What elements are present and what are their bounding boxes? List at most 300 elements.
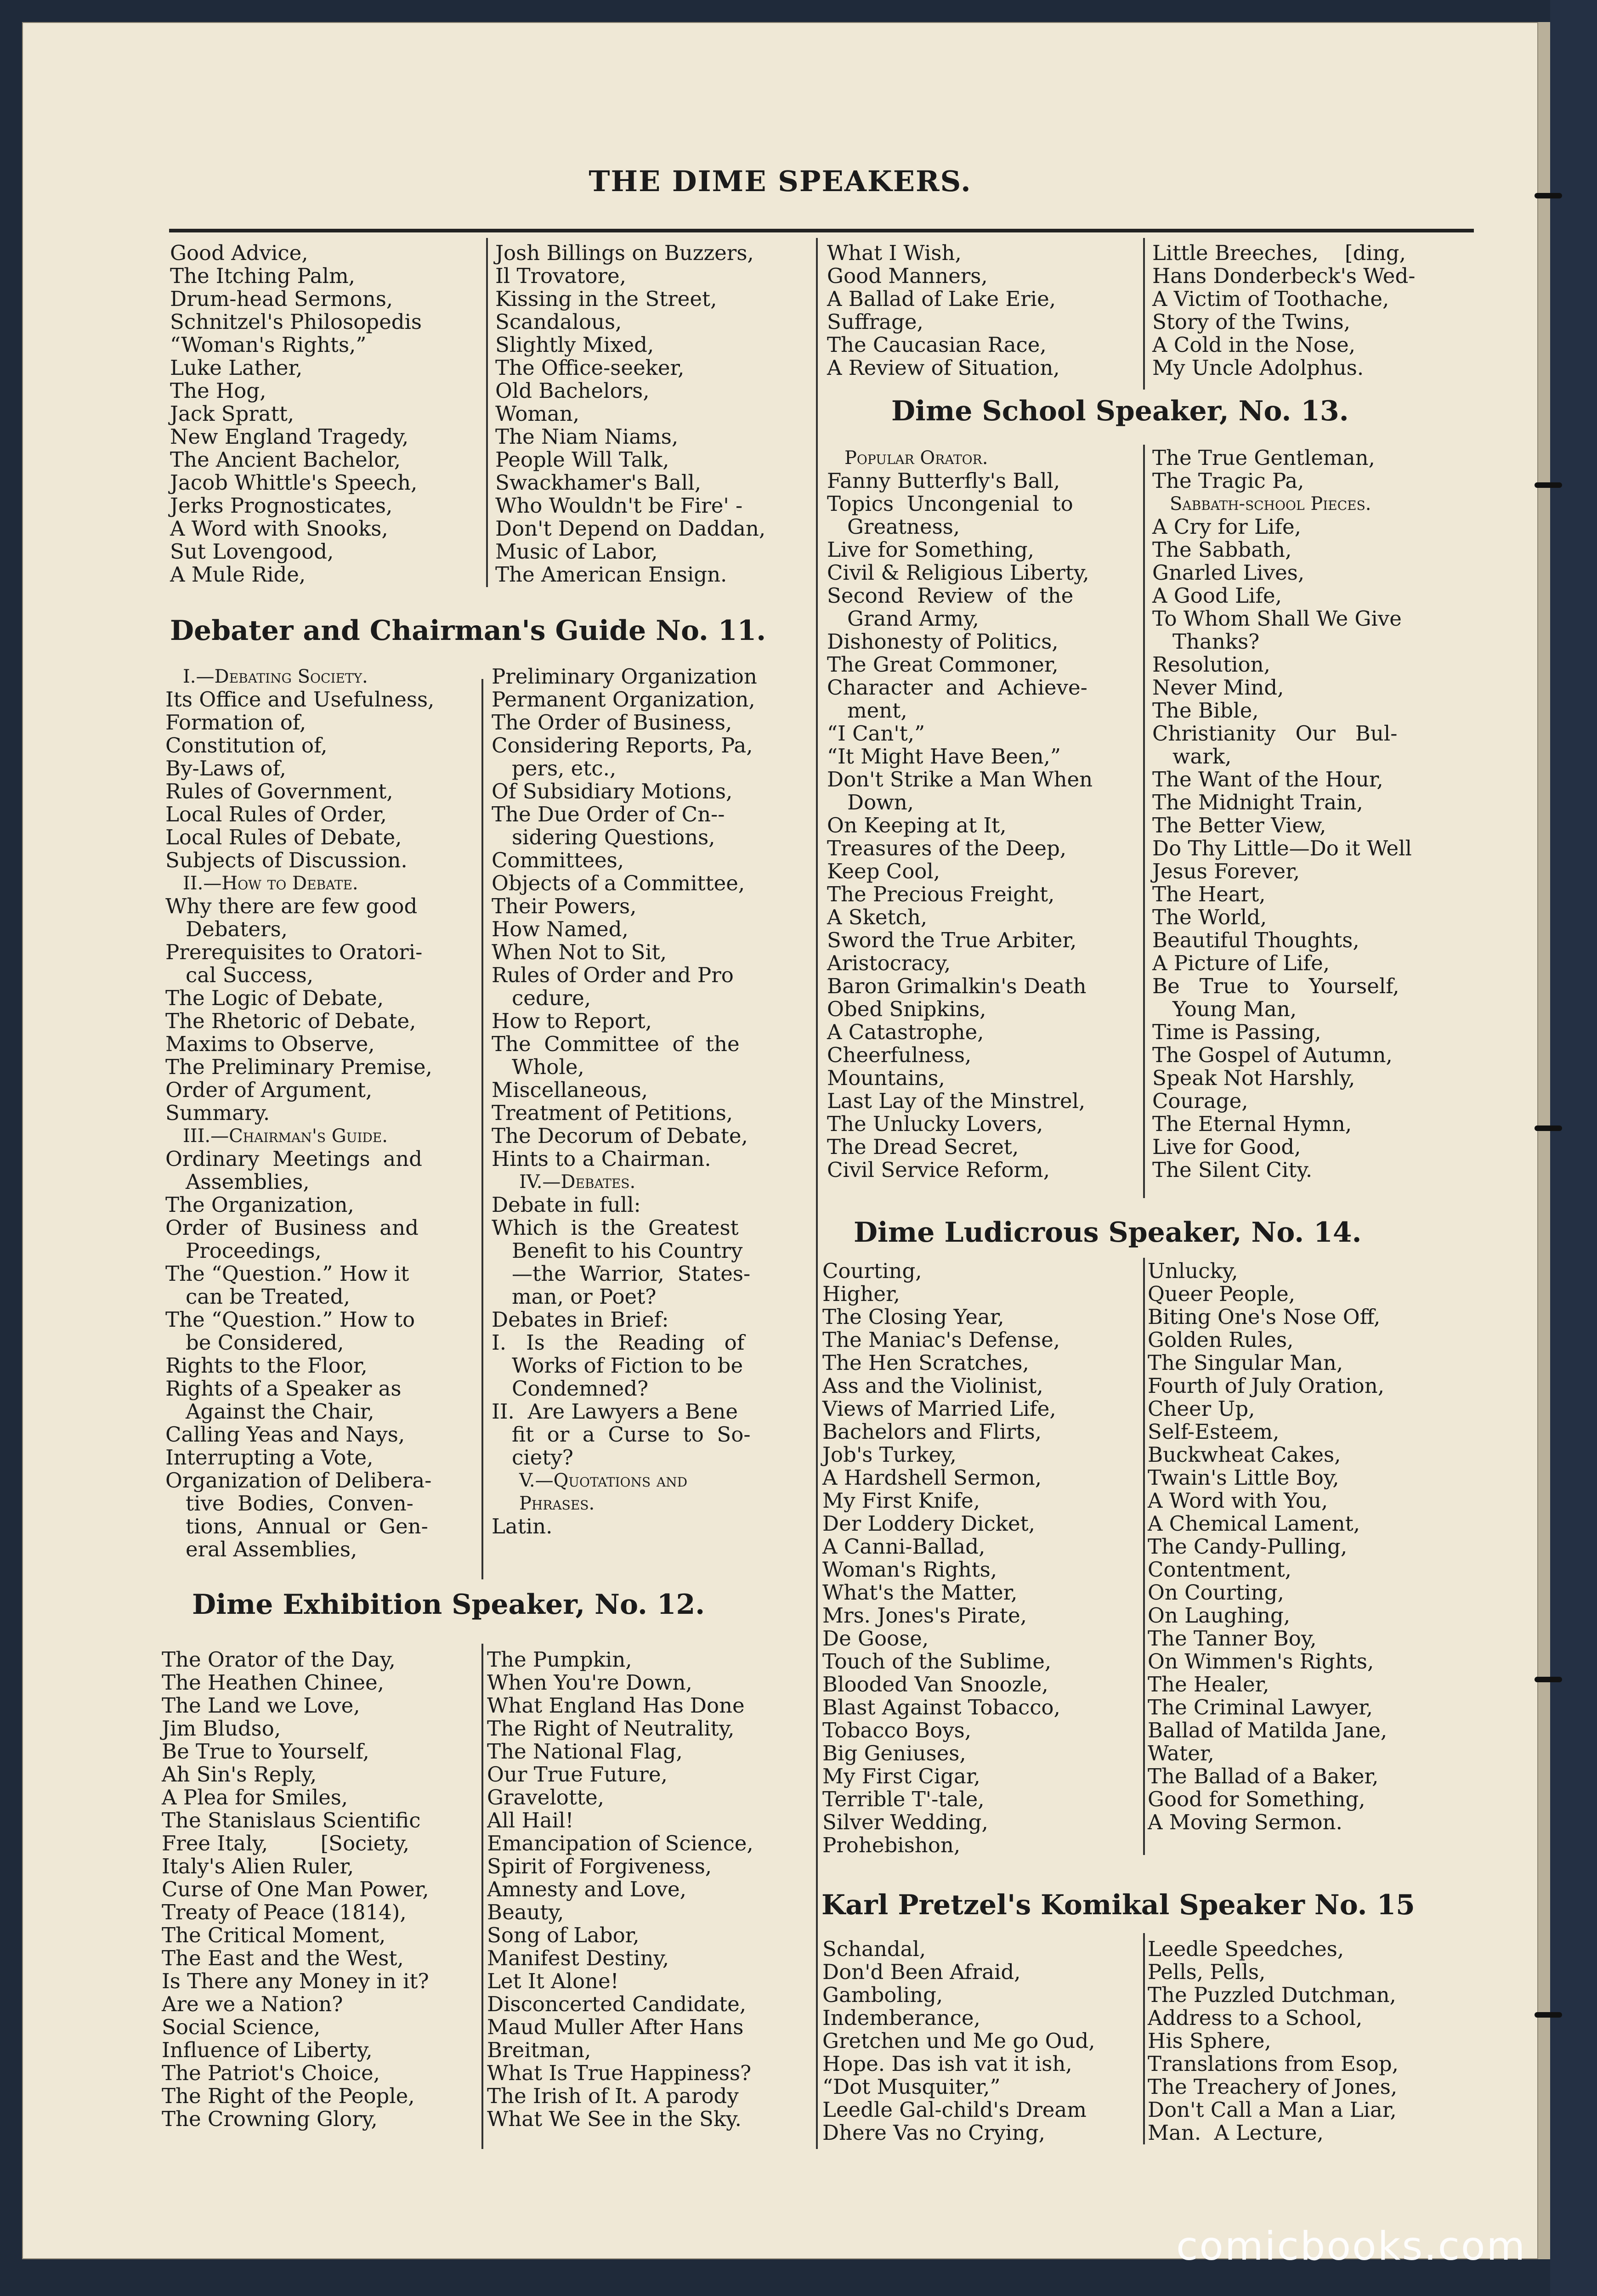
binding-stitch bbox=[1535, 1677, 1562, 1682]
list-item: Debaters, bbox=[186, 917, 288, 941]
list-item: New England Tragedy, bbox=[170, 424, 409, 449]
list-item: Ballad of Matilda Jane, bbox=[1148, 1718, 1387, 1742]
list-item: The Office-seeker, bbox=[495, 356, 685, 380]
list-item: Views of Married Life, bbox=[822, 1397, 1056, 1421]
column-divider bbox=[1143, 238, 1145, 390]
list-item: Order of Business and bbox=[165, 1216, 419, 1240]
list-column bbox=[492, 665, 757, 1538]
list-item: “It Might Have Been,” bbox=[827, 744, 1061, 769]
list-item: Gnarled Lives, bbox=[1152, 560, 1305, 585]
list-item: A Cry for Life, bbox=[1152, 515, 1301, 539]
list-column bbox=[822, 1938, 1095, 2144]
list-item: Fanny Butterfly's Ball, bbox=[827, 469, 1060, 493]
list-item: The Heart, bbox=[1152, 882, 1266, 906]
list-column bbox=[827, 242, 1060, 379]
list-item: Rules of Government, bbox=[165, 779, 393, 803]
list-item: The Gospel of Autumn, bbox=[1152, 1043, 1393, 1067]
list-item: Proceedings, bbox=[186, 1238, 322, 1263]
list-item: The Right of Neutrality, bbox=[487, 1716, 735, 1741]
list-item: The Stanislaus Scientific bbox=[162, 1808, 421, 1832]
list-item: On Courting, bbox=[1148, 1580, 1284, 1605]
list-item: How to Report, bbox=[492, 1009, 652, 1033]
list-item: Beauty, bbox=[487, 1900, 564, 1924]
list-item: Objects of a Committee, bbox=[492, 871, 745, 895]
list-item: Rules of Order and Pro bbox=[492, 963, 734, 987]
list-item: The Unlucky Lovers, bbox=[827, 1112, 1043, 1136]
list-item: Contentment, bbox=[1148, 1557, 1291, 1582]
list-item: A Review of Situation, bbox=[827, 356, 1060, 380]
list-item: Woman, bbox=[495, 402, 580, 426]
list-item: A Sketch, bbox=[827, 905, 928, 929]
list-item: Translations from Esop, bbox=[1148, 2052, 1399, 2076]
list-item: Courage, bbox=[1152, 1089, 1248, 1113]
list-item: Courting, bbox=[822, 1259, 922, 1283]
list-item: To Whom Shall We Give bbox=[1152, 606, 1402, 631]
list-item: Hans Donderbeck's Wed- bbox=[1152, 264, 1416, 288]
list-item: The “Question.” How it bbox=[165, 1261, 409, 1286]
column-divider bbox=[1143, 445, 1145, 1198]
column-divider bbox=[486, 238, 488, 587]
list-item: The Decorum of Debate, bbox=[492, 1124, 748, 1148]
section-heading: Dime Exhibition Speaker, No. 12. bbox=[192, 1589, 705, 1621]
list-item: Slightly Mixed, bbox=[495, 333, 654, 357]
list-item: Obed Snipkins, bbox=[827, 997, 986, 1021]
list-column bbox=[822, 1260, 1060, 1857]
list-item: The Itching Palm, bbox=[170, 264, 355, 288]
list-item: Time is Passing, bbox=[1152, 1020, 1321, 1044]
list-item: Prerequisites to Oratori- bbox=[165, 940, 423, 964]
list-item: The Candy-Pulling, bbox=[1148, 1534, 1348, 1559]
list-item: The Heathen Chinee, bbox=[162, 1670, 384, 1695]
list-item: The Orator of the Day, bbox=[162, 1647, 396, 1672]
list-item: The Singular Man, bbox=[1148, 1351, 1343, 1375]
list-item: The Healer, bbox=[1148, 1672, 1269, 1697]
list-item: Queer People, bbox=[1148, 1282, 1296, 1306]
column-divider bbox=[1143, 1258, 1145, 1855]
list-item: Drum-head Sermons, bbox=[170, 287, 393, 311]
list-item: The Tragic Pa, bbox=[1152, 469, 1304, 493]
list-item: Calling Yeas and Nays, bbox=[165, 1422, 405, 1447]
list-item: Der Loddery Dicket, bbox=[822, 1511, 1035, 1536]
list-item: Jesus Forever, bbox=[1152, 859, 1300, 883]
watermark-text: comicbooks.com bbox=[1176, 2223, 1527, 2269]
list-item: Its Office and Usefulness, bbox=[165, 687, 435, 712]
list-item: Don'd Been Afraid, bbox=[822, 1960, 1021, 1984]
list-item: Hope. Das ish vat it ish, bbox=[822, 2052, 1072, 2076]
list-item: Twain's Little Boy, bbox=[1148, 1465, 1339, 1490]
list-item: Italy's Alien Ruler, bbox=[162, 1854, 354, 1878]
list-item: Terrible T'-tale, bbox=[822, 1787, 985, 1811]
list-item: Greatness, bbox=[847, 515, 960, 539]
list-item: ment, bbox=[847, 698, 907, 723]
list-item: Their Powers, bbox=[492, 894, 637, 918]
list-item: Who Wouldn't be Fire' - bbox=[495, 493, 743, 518]
list-item: II. Are Lawyers a Bene bbox=[492, 1399, 738, 1424]
list-item: Sut Lovengood, bbox=[170, 539, 334, 564]
list-item: Popular Orator. bbox=[844, 447, 988, 469]
list-item: Hints to a Chairman. bbox=[492, 1147, 711, 1171]
list-item: III.—Chairman's Guide. bbox=[183, 1125, 388, 1147]
list-item: Is There any Money in it? bbox=[162, 1969, 429, 1993]
list-item: Summary. bbox=[165, 1101, 270, 1125]
list-item: A Mule Ride, bbox=[170, 562, 306, 587]
list-item: be Considered, bbox=[186, 1330, 344, 1355]
list-item: The Hog, bbox=[170, 379, 266, 403]
list-item: pers, etc., bbox=[512, 756, 617, 780]
list-item: A Victim of Toothache, bbox=[1152, 287, 1389, 311]
list-item: II.—How to Debate. bbox=[183, 873, 358, 894]
list-item: Self-Esteem, bbox=[1148, 1419, 1280, 1444]
list-item: Jack Spratt, bbox=[170, 402, 294, 426]
list-item: cedure, bbox=[512, 986, 591, 1010]
list-item: Civil Service Reform, bbox=[827, 1158, 1050, 1182]
list-item: My Uncle Adolphus. bbox=[1152, 356, 1364, 380]
list-item: His Sphere, bbox=[1148, 2029, 1271, 2053]
list-item: Works of Fiction to be bbox=[512, 1353, 743, 1378]
list-item: Treatment of Petitions, bbox=[492, 1101, 733, 1125]
list-column bbox=[1148, 1260, 1387, 1834]
page-edge bbox=[1550, 0, 1597, 2296]
list-item: Miscellaneous, bbox=[492, 1078, 648, 1102]
list-item: What Is True Happiness? bbox=[487, 2061, 752, 2085]
page-title: THE DIME SPEAKERS. bbox=[589, 164, 972, 198]
list-item: Interrupting a Vote, bbox=[165, 1445, 374, 1470]
list-item: Don't Call a Man a Liar, bbox=[1148, 2098, 1397, 2122]
list-item: Good Advice, bbox=[170, 241, 308, 265]
list-item: Preliminary Organization bbox=[492, 664, 757, 689]
list-item: Down, bbox=[847, 790, 914, 814]
list-item: Sabbath-school Pieces. bbox=[1170, 493, 1371, 515]
list-item: All Hail! bbox=[487, 1808, 574, 1832]
list-item: Why there are few good bbox=[165, 894, 418, 918]
list-item: My First Cigar, bbox=[822, 1764, 980, 1788]
list-item: The Caucasian Race, bbox=[827, 333, 1047, 357]
list-item: Resolution, bbox=[1152, 652, 1270, 677]
list-item: The Midnight Train, bbox=[1152, 790, 1363, 814]
list-item: The Maniac's Defense, bbox=[822, 1328, 1060, 1352]
list-item: V.—Quotations and bbox=[519, 1470, 688, 1491]
list-item: Ordinary Meetings and bbox=[165, 1147, 422, 1171]
list-item: Breitman, bbox=[487, 2038, 591, 2062]
list-item: Character and Achieve- bbox=[827, 675, 1087, 700]
list-item: The Sabbath, bbox=[1152, 537, 1292, 562]
list-item: Tobacco Boys, bbox=[822, 1718, 972, 1742]
list-item: Indemberance, bbox=[822, 2006, 980, 2030]
list-item: The American Ensign. bbox=[495, 562, 727, 587]
list-item: The Patriot's Choice, bbox=[162, 2061, 380, 2085]
list-item: The True Gentleman, bbox=[1152, 446, 1375, 470]
list-item: Never Mind, bbox=[1152, 675, 1284, 700]
list-item: Disconcerted Candidate, bbox=[487, 1992, 747, 2016]
list-item: Are we a Nation? bbox=[162, 1992, 343, 2016]
list-item: The Committee of the bbox=[492, 1032, 740, 1056]
list-item: The Silent City. bbox=[1152, 1158, 1313, 1182]
list-item: Water, bbox=[1148, 1741, 1214, 1765]
list-item: Jacob Whittle's Speech, bbox=[170, 470, 418, 495]
list-item: Amnesty and Love, bbox=[487, 1877, 686, 1901]
list-item: Ah Sin's Reply, bbox=[162, 1762, 317, 1787]
list-item: “Woman's Rights,” bbox=[170, 333, 367, 357]
list-item: The Criminal Lawyer, bbox=[1148, 1695, 1373, 1719]
list-item: Leedle Gal-child's Dream bbox=[822, 2098, 1087, 2122]
list-item: The Order of Business, bbox=[492, 710, 732, 735]
list-item: The Great Commoner, bbox=[827, 652, 1059, 677]
list-item: Phrases. bbox=[519, 1493, 595, 1514]
list-item: The Rhetoric of Debate, bbox=[165, 1009, 416, 1033]
list-item: Free Italy, [Society, bbox=[162, 1831, 410, 1855]
list-item: Gamboling, bbox=[822, 1983, 943, 2007]
list-column bbox=[1152, 447, 1412, 1182]
list-item: Formation of, bbox=[165, 710, 306, 735]
list-item: Be True to Yourself, bbox=[1152, 974, 1399, 998]
list-item: Blast Against Tobacco, bbox=[822, 1695, 1060, 1719]
list-item: De Goose, bbox=[822, 1626, 929, 1651]
list-item: Dishonesty of Politics, bbox=[827, 629, 1059, 654]
list-item: A Plea for Smiles, bbox=[162, 1785, 348, 1810]
list-item: Keep Cool, bbox=[827, 859, 940, 883]
list-item: The Land we Love, bbox=[162, 1693, 360, 1718]
list-item: Live for Good, bbox=[1152, 1135, 1301, 1159]
list-item: Silver Wedding, bbox=[822, 1810, 988, 1834]
list-item: My First Knife, bbox=[822, 1488, 980, 1513]
list-item: Don't Depend on Daddan, bbox=[495, 516, 766, 541]
list-item: Mrs. Jones's Pirate, bbox=[822, 1603, 1027, 1628]
list-item: Aristocracy, bbox=[827, 951, 951, 975]
list-item: On Wimmen's Rights, bbox=[1148, 1649, 1374, 1674]
list-item: Il Trovatore, bbox=[495, 264, 626, 288]
list-item: What I Wish, bbox=[827, 241, 962, 265]
list-item: Considering Reports, Pa, bbox=[492, 733, 753, 758]
list-item: Debates in Brief: bbox=[492, 1307, 669, 1332]
list-item: Benefit to his Country bbox=[512, 1238, 743, 1263]
list-item: On Laughing, bbox=[1148, 1603, 1291, 1628]
list-item: Treasures of the Deep, bbox=[827, 836, 1067, 860]
list-item: The Bible, bbox=[1152, 698, 1259, 723]
list-item: A Chemical Lament, bbox=[1148, 1511, 1360, 1536]
list-item: The Irish of It. A parody bbox=[487, 2084, 739, 2108]
list-item: A Catastrophe, bbox=[827, 1020, 984, 1044]
list-item: Our True Future, bbox=[487, 1762, 668, 1787]
list-item: The Hen Scratches, bbox=[822, 1351, 1029, 1375]
list-item: Beautiful Thoughts, bbox=[1152, 928, 1359, 952]
list-item: The Preliminary Premise, bbox=[165, 1055, 432, 1079]
list-item: The Logic of Debate, bbox=[165, 986, 384, 1010]
list-item: tions, Annual or Gen- bbox=[186, 1514, 428, 1538]
list-item: The “Question.” How to bbox=[165, 1307, 415, 1332]
list-item: A Canni-Ballad, bbox=[822, 1534, 985, 1559]
column-divider bbox=[481, 679, 483, 1579]
list-item: Influence of Liberty, bbox=[162, 2038, 373, 2062]
list-item: Of Subsidiary Motions, bbox=[492, 779, 733, 803]
list-item: Maud Muller After Hans bbox=[487, 2015, 744, 2039]
list-item: Civil & Religious Liberty, bbox=[827, 560, 1089, 585]
list-item: —the Warrior, States- bbox=[512, 1261, 751, 1286]
column-divider bbox=[1143, 1933, 1145, 2144]
list-item: Permanent Organization, bbox=[492, 687, 755, 712]
list-item: The Ancient Bachelor, bbox=[170, 447, 401, 472]
column-divider bbox=[481, 1644, 483, 2149]
list-item: The Pumpkin, bbox=[487, 1647, 632, 1672]
list-item: Latin. bbox=[492, 1514, 553, 1538]
list-item: Last Lay of the Minstrel, bbox=[827, 1089, 1086, 1113]
list-item: The Critical Moment, bbox=[162, 1923, 386, 1947]
list-item: The World, bbox=[1152, 905, 1267, 929]
list-item: Touch of the Sublime, bbox=[822, 1649, 1052, 1674]
list-item: Cheer Up, bbox=[1148, 1397, 1255, 1421]
list-item: Josh Billings on Buzzers, bbox=[495, 241, 754, 265]
list-item: Pells, Pells, bbox=[1148, 1960, 1266, 1984]
list-item: Order of Argument, bbox=[165, 1078, 373, 1102]
list-item: Organization of Delibera- bbox=[165, 1468, 432, 1493]
list-item: Song of Labor, bbox=[487, 1923, 640, 1947]
binding-stitch bbox=[1535, 193, 1562, 198]
list-item: Little Breeches, [ding, bbox=[1152, 241, 1406, 265]
list-item: wark, bbox=[1172, 744, 1232, 769]
list-item: Golden Rules, bbox=[1148, 1328, 1294, 1352]
document-page bbox=[22, 22, 1550, 2259]
list-item: Grand Army, bbox=[847, 606, 979, 631]
list-item: fit or a Curse to So- bbox=[512, 1422, 751, 1447]
list-item: Thanks? bbox=[1172, 629, 1260, 654]
list-item: Local Rules of Order, bbox=[165, 802, 387, 826]
list-item: The Organization, bbox=[165, 1193, 354, 1217]
list-item: Swackhamer's Ball, bbox=[495, 470, 702, 495]
list-item: Ass and the Violinist, bbox=[822, 1374, 1043, 1398]
list-item: A Picture of Life, bbox=[1152, 951, 1330, 975]
list-item: By-Laws of, bbox=[165, 756, 286, 780]
section-heading: Karl Pretzel's Komikal Speaker No. 15 bbox=[821, 1889, 1415, 1921]
list-item: Luke Lather, bbox=[170, 356, 303, 380]
list-item: Woman's Rights, bbox=[822, 1557, 997, 1582]
list-item: How Named, bbox=[492, 917, 629, 941]
list-item: The Eternal Hymn, bbox=[1152, 1112, 1352, 1136]
binding-stitch bbox=[1535, 1125, 1562, 1131]
list-item: People Will Talk, bbox=[495, 447, 669, 472]
list-item: Baron Grimalkin's Death bbox=[827, 974, 1087, 998]
list-item: Story of the Twins, bbox=[1152, 310, 1350, 334]
list-item: The Crowning Glory, bbox=[162, 2107, 378, 2131]
list-column bbox=[162, 1648, 429, 2131]
list-item: Maxims to Observe, bbox=[165, 1032, 375, 1056]
list-item: Whole, bbox=[512, 1055, 584, 1079]
list-item: Mountains, bbox=[827, 1066, 945, 1090]
list-item: Man. A Lecture, bbox=[1148, 2121, 1324, 2145]
list-item: The Treachery of Jones, bbox=[1148, 2075, 1398, 2099]
list-item: Gravelotte, bbox=[487, 1785, 604, 1810]
list-item: What We See in the Sky. bbox=[487, 2107, 742, 2131]
list-item: A Ballad of Lake Erie, bbox=[827, 287, 1056, 311]
list-item: Fourth of July Oration, bbox=[1148, 1374, 1384, 1398]
list-item: Condemned? bbox=[512, 1376, 649, 1401]
binding-stitch bbox=[1535, 2012, 1562, 2018]
list-item: Be True to Yourself, bbox=[162, 1739, 369, 1764]
list-item: The Tanner Boy, bbox=[1148, 1626, 1317, 1651]
list-item: The Puzzled Dutchman, bbox=[1148, 1983, 1396, 2007]
list-item: Topics Uncongenial to bbox=[827, 492, 1073, 516]
list-item: The National Flag, bbox=[487, 1739, 683, 1764]
list-item: sidering Questions, bbox=[512, 825, 715, 849]
list-column bbox=[1148, 1938, 1399, 2144]
section-heading: Debater and Chairman's Guide No. 11. bbox=[170, 615, 766, 647]
list-item: Job's Turkey, bbox=[822, 1442, 957, 1467]
list-item: On Keeping at It, bbox=[827, 813, 1007, 837]
list-item: Manifest Destiny, bbox=[487, 1946, 669, 1970]
list-item: The East and the West, bbox=[162, 1946, 404, 1970]
list-item: Assemblies, bbox=[186, 1170, 310, 1194]
list-item: Blooded Van Snoozle, bbox=[822, 1672, 1048, 1697]
list-item: The Better View, bbox=[1152, 813, 1326, 837]
list-item: I. Is the Reading of bbox=[492, 1330, 745, 1355]
list-item: man, or Poet? bbox=[512, 1284, 657, 1309]
section-heading: Dime Ludicrous Speaker, No. 14. bbox=[854, 1216, 1362, 1249]
list-item: Committees, bbox=[492, 848, 624, 872]
list-item: eral Assemblies, bbox=[186, 1537, 357, 1561]
binding-stitch bbox=[1535, 482, 1562, 488]
list-item: Unlucky, bbox=[1148, 1259, 1238, 1283]
list-item: Don't Strike a Man When bbox=[827, 767, 1093, 792]
list-item: Buckwheat Cakes, bbox=[1148, 1442, 1341, 1467]
list-item: Against the Chair, bbox=[186, 1399, 374, 1424]
list-item: Young Man, bbox=[1172, 997, 1297, 1021]
list-item: A Moving Sermon. bbox=[1148, 1810, 1342, 1834]
list-item: The Precious Freight, bbox=[827, 882, 1055, 906]
list-item: The Closing Year, bbox=[822, 1305, 1004, 1329]
list-item: Debate in full: bbox=[492, 1193, 641, 1217]
list-item: Address to a School, bbox=[1148, 2006, 1363, 2030]
list-item: Treaty of Peace (1814), bbox=[162, 1900, 407, 1924]
list-item: What England Has Done bbox=[487, 1693, 745, 1718]
list-item: The Dread Secret, bbox=[827, 1135, 1019, 1159]
list-item: A Word with You, bbox=[1148, 1488, 1328, 1513]
list-item: The Due Order of Cn-- bbox=[492, 802, 725, 826]
list-item: Schandal, bbox=[822, 1937, 926, 1961]
list-item: Good Manners, bbox=[827, 264, 988, 288]
list-item: Rights of a Speaker as bbox=[165, 1376, 402, 1401]
list-column bbox=[827, 447, 1093, 1182]
list-item: The Want of the Hour, bbox=[1152, 767, 1383, 792]
list-column bbox=[165, 665, 434, 1561]
list-item: Emancipation of Science, bbox=[487, 1831, 753, 1855]
list-item: Schnitzel's Philosopedis bbox=[170, 310, 422, 334]
list-item: “I Can't,” bbox=[827, 721, 925, 746]
list-item: Good for Something, bbox=[1148, 1787, 1365, 1811]
list-item: Gretchen und Me go Oud, bbox=[822, 2029, 1095, 2053]
list-item: When You're Down, bbox=[487, 1670, 692, 1695]
header-rule bbox=[169, 229, 1474, 232]
list-item: Sword the True Arbiter, bbox=[827, 928, 1077, 952]
list-column bbox=[1152, 242, 1415, 379]
list-item: Jim Bludso, bbox=[162, 1716, 281, 1741]
list-item: Local Rules of Debate, bbox=[165, 825, 402, 849]
list-item: A Cold in the Nose, bbox=[1152, 333, 1356, 357]
list-item: Social Science, bbox=[162, 2015, 321, 2039]
list-item: Cheerfulness, bbox=[827, 1043, 972, 1067]
list-item: Biting One's Nose Off, bbox=[1148, 1305, 1381, 1329]
list-item: Suffrage, bbox=[827, 310, 923, 334]
list-item: Curse of One Man Power, bbox=[162, 1877, 429, 1901]
column-divider bbox=[816, 238, 818, 2149]
list-item: The Right of the People, bbox=[162, 2084, 415, 2108]
list-item: Which is the Greatest bbox=[492, 1216, 739, 1240]
list-item: Christianity Our Bul- bbox=[1152, 721, 1398, 746]
list-item: Higher, bbox=[822, 1282, 900, 1306]
list-item: Constitution of, bbox=[165, 733, 328, 758]
list-item: Leedle Speedches, bbox=[1148, 1937, 1344, 1961]
list-item: I.—Debating Society. bbox=[183, 666, 368, 687]
section-heading: Dime School Speaker, No. 13. bbox=[891, 395, 1349, 427]
list-item: IV.—Debates. bbox=[519, 1171, 636, 1193]
list-item: Scandalous, bbox=[495, 310, 622, 334]
